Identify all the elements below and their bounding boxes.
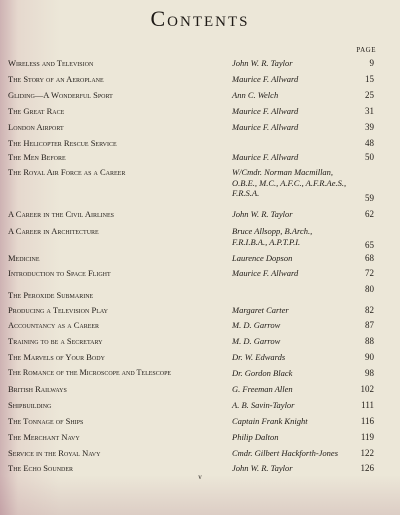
entry-page: 68 (365, 253, 374, 263)
entry-author: Dr. Gordon Black (232, 368, 293, 378)
entry-author: Maurice F. Allward (232, 106, 299, 116)
entry-author: Margaret Carter (232, 305, 289, 315)
entry-page: 87 (365, 320, 374, 330)
entry-page: 122 (360, 448, 374, 458)
entry-title: Service in the Royal Navy (8, 448, 101, 458)
entry-title: The Peroxide Submarine (8, 290, 94, 300)
entry-author: Maurice F. Allward (232, 152, 299, 162)
entry-title: A Career in the Civil Airlines (8, 209, 114, 219)
entry-title: The Great Race (8, 106, 65, 116)
entry-title: A Career in Architecture (8, 226, 99, 236)
entry-author: Ann C. Welch (232, 90, 279, 100)
entry-page: 31 (365, 106, 374, 116)
entry-page: 9 (369, 58, 374, 68)
entry-author: John W. R. Taylor (232, 463, 293, 473)
entry-author: Maurice F. Allward (232, 122, 299, 132)
entry-page: 80 (365, 284, 374, 294)
entry-page: 119 (360, 432, 374, 442)
entry-title: Producing a Television Play (8, 305, 108, 315)
entry-page: 90 (365, 352, 374, 362)
entry-page: 126 (360, 463, 374, 473)
page-column-label: PAGE (356, 46, 376, 54)
entry-page: 50 (365, 152, 374, 162)
entry-title: The Royal Air Force as a Career (8, 167, 126, 177)
entry-author: A. B. Savin-Taylor (232, 400, 295, 410)
entry-title: The Men Before (8, 152, 66, 162)
entry-page: 102 (360, 384, 374, 394)
entry-title: The Story of an Aeroplane (8, 74, 104, 84)
entry-author: Cmdr. Gilbert Hackforth-Jones (232, 448, 339, 458)
page-title: Contents (150, 6, 250, 31)
entry-author: Captain Frank Knight (232, 416, 308, 426)
entry-author: Maurice F. Allward (232, 74, 299, 84)
entry-title: London Airport (8, 122, 64, 132)
entry-page: 111 (361, 400, 374, 410)
entry-title: The Helicopter Rescue Service (8, 138, 117, 148)
entry-page: 82 (365, 305, 374, 315)
entry-page: 48 (365, 138, 374, 148)
entry-title: Wireless and Television (8, 58, 94, 68)
entry-author: W/Cmdr. Norman Macmillan, O.B.E., M.C., A.F.C., A.F.R.Ae.S., F.R.S.A. (232, 167, 347, 198)
entry-author: G. Freeman Allen (232, 384, 293, 394)
entry-page: 88 (365, 336, 374, 346)
entry-page: 98 (365, 368, 374, 378)
entry-author: M. D. Garrow (232, 320, 281, 330)
entry-author: John W. R. Taylor (232, 209, 293, 219)
entry-title: The Merchant Navy (8, 432, 80, 442)
entry-page: 72 (365, 268, 374, 278)
entry-author: Philip Dalton (232, 432, 279, 442)
entry-page: 39 (365, 122, 374, 132)
entry-title: Medicine (8, 253, 40, 263)
entry-author: Dr. W. Edwards (232, 352, 286, 362)
entry-page: 116 (360, 416, 374, 426)
entry-author: M. D. Garrow (232, 336, 281, 346)
entry-title: Gliding—A Wonderful Sport (8, 90, 113, 100)
entry-title: Introduction to Space Flight (8, 268, 111, 278)
entry-title: The Tonnage of Ships (8, 416, 84, 426)
entry-author: Maurice F. Allward (232, 268, 299, 278)
entry-page: 15 (365, 74, 374, 84)
entry-title: British Railways (8, 384, 67, 394)
entry-page: 65 (365, 240, 374, 250)
entry-page: 25 (365, 90, 374, 100)
entry-title: The Echo Sounder (8, 463, 74, 473)
entry-title: The Marvels of Your Body (8, 352, 105, 362)
entry-title: Shipbuilding (8, 400, 52, 410)
entry-title: The Romance of the Microscope and Telescope (8, 368, 172, 377)
entry-author: John W. R. Taylor (232, 58, 293, 68)
entry-author: Bruce Allsopp, B.Arch., F.R.I.B.A., A.P.T.P.I. (232, 226, 313, 247)
entry-author: Laurence Dopson (232, 253, 293, 263)
entry-page: 62 (365, 209, 374, 219)
entry-title: Training to be a Secretary (8, 336, 103, 346)
entry-title: Accountancy as a Career (8, 320, 100, 330)
entry-page: 59 (365, 193, 374, 203)
page-folio: v (198, 473, 202, 481)
